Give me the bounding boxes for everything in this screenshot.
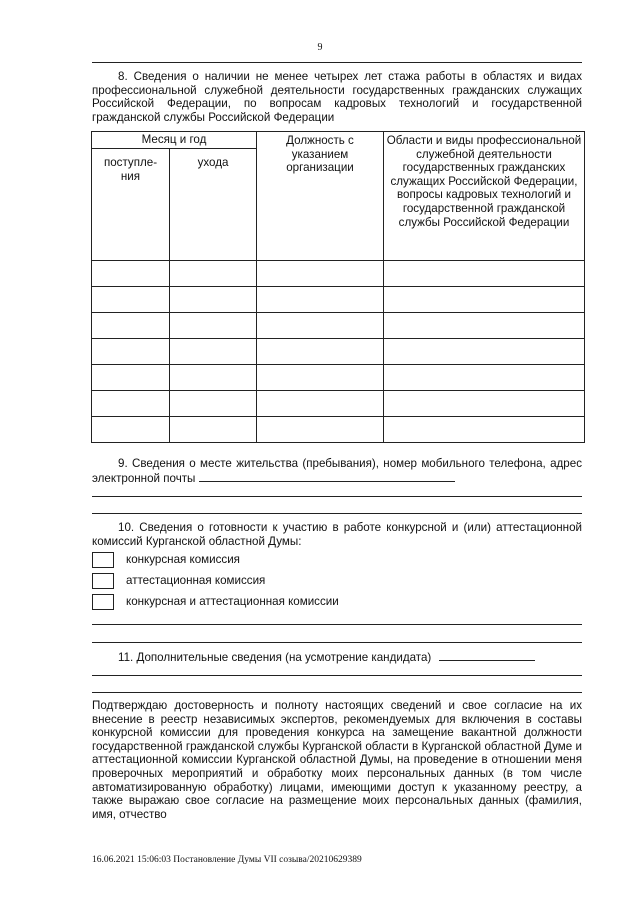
table-cell[interactable] [384,287,585,313]
table-cell[interactable] [257,261,384,287]
table-cell[interactable] [257,365,384,391]
section-10-fill-line[interactable] [92,624,582,625]
document-footer: 16.06.2021 15:06:03 Постановление Думы VII созыва/20210629389 [92,855,362,865]
consent-text: Подтверждаю достоверность и полноту настоящих сведений и свое согласие на их внесение в реестр независимых экспертов, рекомендуемых для включения в составы конкурсной комиссии для проведения конкурса на замещение вакантной должности государственной гражданской службы Курганской области в Курганской областной Думе и аттестационной комиссии Курганской областной Думы, на проведение в отношении меня проверочных мероприятий и обработку моих персональных данных (в том числе автоматизированную обработку) лицами, имеющими доступ к указанному реестру, а также выражаю свое согласие на размещение моих персональных данных (фамилия, имя, отчество [92,699,582,821]
table-cell[interactable] [257,313,384,339]
table-row [92,287,585,313]
checkbox-both[interactable] [92,594,114,610]
table-cell[interactable] [170,339,257,365]
table-cell[interactable] [257,391,384,417]
top-rule [92,62,582,63]
table-cell[interactable] [170,287,257,313]
page-number: 9 [317,42,323,53]
table-cell[interactable] [170,365,257,391]
table-cell[interactable] [384,339,585,365]
option-label: конкурсная и аттестационная комиссии [126,595,339,608]
table-cell[interactable] [92,261,170,287]
section-11-text [92,650,582,665]
table-row [92,365,585,391]
additional-info-fill[interactable] [439,650,535,661]
table-cell[interactable] [384,365,585,391]
section-8-text [92,70,582,124]
header-position: Должность с указанием организации [257,132,384,261]
table-row [92,417,585,443]
section-11-label: 11. Дополнительные сведения (на усмотрение кандидата) [118,651,432,664]
table-cell[interactable] [170,417,257,443]
header-start: поступле-ния [92,149,170,261]
header-areas: Области и виды профессиональной служебной деятельности государственных гражданских служащих Российской Федерации, вопросы кадровых технологий и государственной гражданской службы Российской Федерации [384,132,585,261]
table-row [92,261,585,287]
section-8-label: 8. Сведения о наличии не менее четырех лет стажа работы в областях и видах профессиональной служебной деятельности государственных гражданских служащих Российской Федерации, по вопросам кадровых технологий и государственной гражданской службы Российской Федерации [92,70,582,124]
checkbox-attestation[interactable] [92,573,114,589]
table-cell[interactable] [257,339,384,365]
experience-table [91,131,585,443]
section-10-label: 10. Сведения о готовности к участию в работе конкурсной и (или) аттестационной комиссий Курганской областной Думы: [92,521,582,548]
section-10-separator [92,642,582,643]
table-cell[interactable] [92,417,170,443]
table-row [92,313,585,339]
section-9-separator [92,513,582,514]
table-cell[interactable] [92,287,170,313]
table-cell[interactable] [92,313,170,339]
header-end: ухода [170,149,257,261]
table-cell[interactable] [257,417,384,443]
table-row [92,391,585,417]
table-cell[interactable] [257,287,384,313]
section-9-text [92,457,582,485]
table-cell[interactable] [384,261,585,287]
checkbox-competition[interactable] [92,552,114,568]
table-cell[interactable] [92,391,170,417]
table-cell[interactable] [384,391,585,417]
option-label: конкурсная комиссия [126,553,240,566]
header-month-year: Месяц и год [92,132,257,149]
section-11-fill-line[interactable] [92,675,582,676]
table-cell[interactable] [170,261,257,287]
table-cell[interactable] [170,391,257,417]
section-9-label: 9. Сведения о месте жительства (пребывания), номер мобильного телефона, адрес электронной почты [92,457,582,485]
table-cell[interactable] [384,417,585,443]
table-cell[interactable] [92,339,170,365]
table-row [92,339,585,365]
section-11-separator [92,692,582,693]
contact-fill-line[interactable] [199,471,455,482]
table-cell[interactable] [170,313,257,339]
table-cell[interactable] [92,365,170,391]
section-10-text [92,521,582,548]
option-label: аттестационная комиссия [126,574,266,587]
table-cell[interactable] [384,313,585,339]
section-9-fill-line[interactable] [92,496,582,497]
